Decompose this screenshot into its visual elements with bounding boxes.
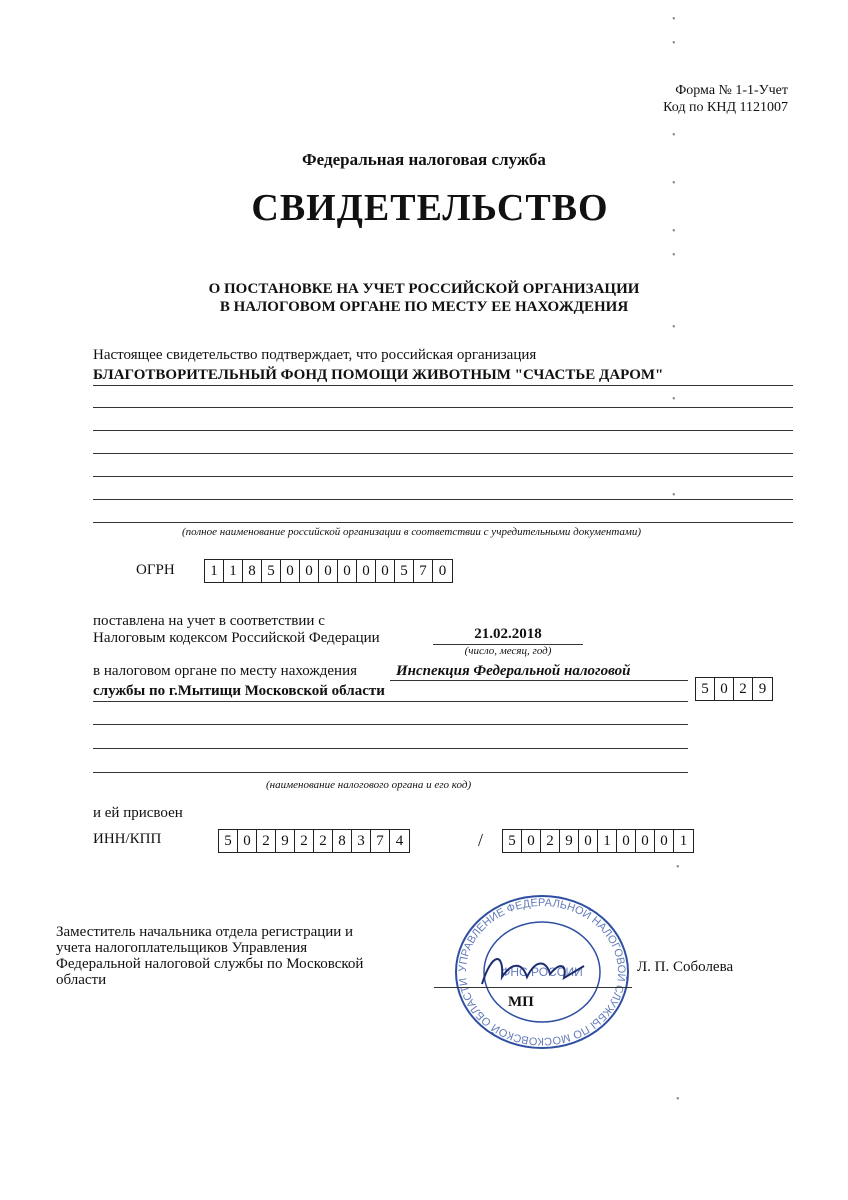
- inn-digit: 8: [333, 830, 352, 852]
- inn-digit: 4: [395, 833, 404, 849]
- kpp-digit: 2: [541, 830, 560, 852]
- signatory-title: [56, 924, 363, 988]
- inn-digit: 7: [371, 830, 390, 852]
- document-title: СВИДЕТЕЛЬСТВО: [251, 187, 609, 229]
- kpp-digit: 0: [579, 830, 598, 852]
- stamp-ring-text: УПРАВЛЕНИЕ ФЕДЕРАЛЬНОЙ НАЛОГОВОЙ СЛУЖБЫ ПО МОСКОВСКОЙ ОБЛАСТИ: [456, 896, 628, 1048]
- signatory-title-line-1: Заместитель начальника отдела регистрации и: [56, 924, 354, 940]
- org-name-caption: (полное наименование российской организации в соответствии с учредительными документами): [182, 526, 642, 538]
- inn-cells: [218, 829, 410, 853]
- org-line-7: [93, 522, 793, 523]
- tax-authority-caption: (наименование налогового органа и его код): [266, 779, 472, 791]
- inn-digit: 0: [238, 830, 257, 852]
- ogrn-digit: 0: [376, 560, 395, 582]
- tax-code-digit: 9: [758, 681, 767, 697]
- ogrn-digit: 0: [438, 563, 447, 579]
- document-subtitle: [0, 280, 848, 316]
- tax-authority-name-1: Инспекция Федеральной налоговой: [396, 663, 631, 679]
- ogrn-digit: 0: [357, 560, 376, 582]
- kpp-digit: 0: [655, 830, 674, 852]
- organization-name: БЛАГОТВОРИТЕЛЬНЫЙ ФОНД ПОМОЩИ ЖИВОТНЫМ "СЧАСТЬЕ ДАРОМ": [93, 367, 664, 383]
- kpp-cells: [502, 829, 694, 853]
- ogrn-digit: 0: [338, 560, 357, 582]
- inn-digit: 9: [276, 830, 295, 852]
- registration-line-2: Налоговым кодексом Российской Федерации: [93, 630, 380, 646]
- inn-digit: 3: [352, 830, 371, 852]
- kpp-digit: 5: [503, 830, 522, 852]
- ogrn-digit: 1: [224, 560, 243, 582]
- signatory-title-line-2: учета налогоплательщиков Управления: [56, 940, 308, 956]
- ogrn-digit: 5: [262, 560, 281, 582]
- org-line-2: [93, 407, 793, 408]
- tax-code-digit: 2: [734, 678, 753, 700]
- tax-line-3: [93, 748, 688, 749]
- intro-text: Настоящее свидетельство подтверждает, что российская организация: [93, 347, 537, 363]
- kpp-digit: 1: [679, 833, 688, 849]
- tax-line-2: [93, 724, 688, 725]
- kpp-digit: 9: [560, 830, 579, 852]
- org-line-5: [93, 476, 793, 477]
- kpp-digit: 0: [522, 830, 541, 852]
- org-line-1: [93, 385, 793, 386]
- tax-line-1: [93, 701, 688, 702]
- ogrn-digit: 5: [395, 560, 414, 582]
- kpp-digit: 0: [617, 830, 636, 852]
- tax-authority-code-cells: [695, 677, 773, 701]
- assigned-text: и ей присвоен: [93, 805, 183, 821]
- tax-authority-prefix: в налоговом органе по месту нахождения: [93, 663, 358, 679]
- form-number: Форма № 1-1-Учет: [675, 83, 788, 98]
- kpp-digit: 0: [636, 830, 655, 852]
- agency-name: Федеральная налоговая служба: [302, 150, 546, 169]
- registration-line-1: поставлена на учет в соответствии с: [93, 613, 325, 629]
- inn-digit: 2: [295, 830, 314, 852]
- ogrn-digit: 0: [281, 560, 300, 582]
- tax-line-0: [390, 680, 688, 681]
- ogrn-label: ОГРН: [136, 562, 175, 578]
- tax-authority-name-2: службы по г.Мытищи Московской области: [93, 683, 385, 699]
- signature-line: [434, 987, 632, 988]
- inn-digit: 2: [257, 830, 276, 852]
- inn-kpp-label: ИНН/КПП: [93, 831, 162, 847]
- tax-line-4: [93, 772, 688, 773]
- tax-code-digit: 0: [715, 678, 734, 700]
- inn-kpp-separator: /: [478, 830, 484, 850]
- subtitle-line-2: В НАЛОГОВОМ ОРГАНЕ ПО МЕСТУ ЕЕ НАХОЖДЕНИЯ: [219, 299, 629, 315]
- knd-code: Код по КНД 1121007: [663, 100, 788, 115]
- ogrn-digit: 8: [243, 560, 262, 582]
- org-line-6: [93, 499, 793, 500]
- signatory-title-line-4: области: [56, 972, 107, 988]
- inn-digit: 5: [219, 830, 238, 852]
- stamp-center-text: ФНС РОССИИ: [501, 965, 583, 979]
- subtitle-line-1: О ПОСТАНОВКЕ НА УЧЕТ РОССИЙСКОЙ ОРГАНИЗАЦИИ: [208, 281, 640, 297]
- official-stamp: [452, 892, 632, 1052]
- signatory-title-line-3: Федеральной налоговой службы по Московской: [56, 956, 364, 972]
- org-line-4: [93, 453, 793, 454]
- tax-code-digit: 5: [696, 678, 715, 700]
- seal-mark: МП: [508, 994, 534, 1010]
- ogrn-digit: 7: [414, 560, 433, 582]
- registration-date: 21.02.2018: [474, 626, 542, 642]
- ogrn-digit: 1: [205, 560, 224, 582]
- inn-digit: 2: [314, 830, 333, 852]
- org-line-3: [93, 430, 793, 431]
- ogrn-cells: [204, 559, 453, 583]
- ogrn-digit: 0: [300, 560, 319, 582]
- kpp-digit: 1: [598, 830, 617, 852]
- signatory-name: Л. П. Соболева: [637, 959, 734, 975]
- date-caption: (число, месяц, год): [464, 645, 552, 657]
- ogrn-digit: 0: [319, 560, 338, 582]
